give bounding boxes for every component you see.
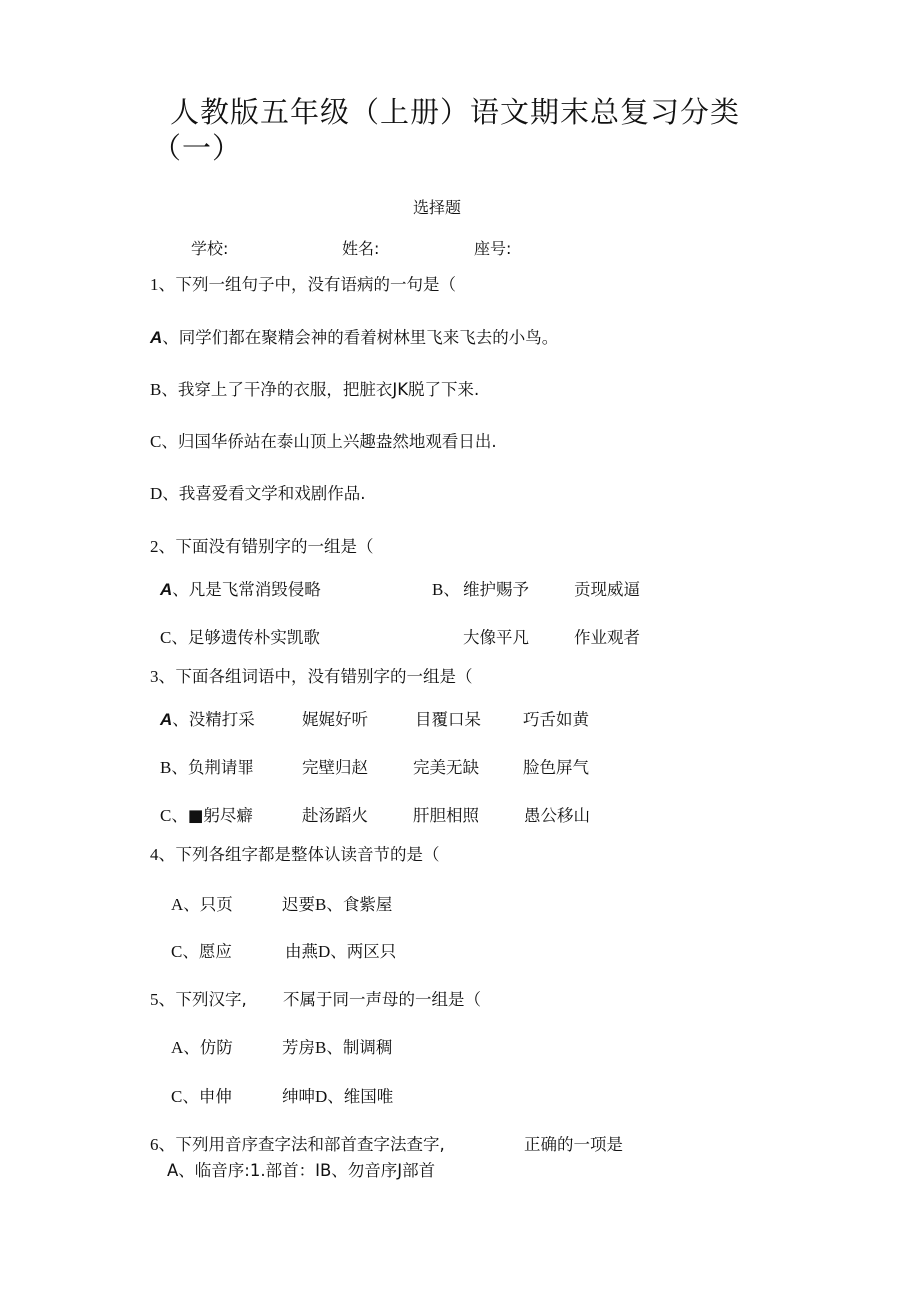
question-4-option-c bbox=[171, 941, 232, 963]
question-4-option-b bbox=[282, 894, 392, 916]
question-text: 下列汉字, bbox=[175, 990, 247, 1009]
question-3-option-c-word-2: 赴汤蹈火 bbox=[302, 806, 368, 825]
option-sep: 、 bbox=[162, 328, 179, 347]
option-sep: 、 bbox=[183, 1038, 200, 1057]
option-letter: A bbox=[171, 1038, 184, 1057]
question-1-option-b bbox=[150, 379, 479, 401]
question-4-stem bbox=[150, 844, 440, 866]
question-2-option-c bbox=[160, 627, 320, 649]
option-text: 迟要 bbox=[282, 895, 315, 914]
option-letter: B bbox=[432, 580, 444, 599]
option-word: 负荆请罪 bbox=[187, 758, 254, 777]
question-3-option-b-word-4: 脸色屏气 bbox=[523, 758, 589, 777]
option-letter: A bbox=[160, 580, 173, 599]
option-text: 芳房 bbox=[282, 1038, 315, 1057]
option-sep: 、 bbox=[330, 942, 347, 961]
option-letter: B bbox=[315, 895, 327, 914]
question-2-option-d-word-1: 大像平凡 bbox=[463, 628, 529, 647]
option-text: 维国唯 bbox=[343, 1087, 394, 1106]
question-number: 3、 bbox=[150, 667, 176, 686]
question-2-option-b bbox=[432, 579, 460, 601]
option-sep: 、 bbox=[171, 758, 188, 777]
question-3-option-a-word-4: 巧舌如黄 bbox=[523, 710, 589, 729]
option-letter: C bbox=[171, 1087, 183, 1106]
question-5-option-b bbox=[282, 1037, 392, 1059]
question-1-option-c bbox=[150, 431, 497, 453]
question-6-stem-continued: 正确的一项是 bbox=[524, 1135, 623, 1154]
option-letter: B bbox=[150, 380, 162, 399]
question-2-option-b-word-2: 贡现威逼 bbox=[574, 580, 640, 599]
question-3-option-c bbox=[160, 805, 253, 827]
question-text: 下列用音序查字法和部首查字法查字, bbox=[175, 1135, 445, 1154]
question-2-stem bbox=[150, 536, 374, 558]
question-text: 下面各组词语中，没有错别字的一组是（ bbox=[175, 667, 473, 686]
question-3-option-a-word-2: 娓娓好听 bbox=[302, 710, 368, 729]
option-sep: 、 bbox=[172, 580, 189, 599]
seat-label: 座号: bbox=[474, 239, 512, 258]
option-sep: 、 bbox=[171, 806, 188, 825]
option-text: 愿应 bbox=[198, 942, 232, 961]
question-number: 2、 bbox=[150, 537, 176, 556]
question-3-option-b-word-2: 完壁归赵 bbox=[302, 758, 368, 777]
option-text: 制调稠 bbox=[342, 1038, 393, 1057]
school-label: 学校: bbox=[191, 239, 229, 258]
question-1-option-d bbox=[150, 483, 366, 505]
option-sep: 、 bbox=[327, 1087, 344, 1106]
question-1-option-a bbox=[150, 327, 558, 349]
option-letter: C bbox=[171, 942, 183, 961]
question-text: 下列各组字都是整体认读音节的是（ bbox=[175, 845, 440, 864]
option-sep: 、 bbox=[182, 942, 199, 961]
option-letter: D bbox=[315, 1087, 328, 1106]
document-title-continued: （一） bbox=[152, 131, 243, 165]
question-3-option-c-word-3: 肝胆相照 bbox=[413, 806, 479, 825]
question-3-option-b bbox=[160, 757, 254, 779]
question-2-option-a bbox=[160, 579, 321, 601]
option-text: 由燕 bbox=[285, 942, 318, 961]
question-number: 1、 bbox=[150, 275, 176, 294]
option-letter: D bbox=[318, 942, 331, 961]
document-title: 人教版五年级（上册）语文期末总复习分类 bbox=[170, 95, 741, 129]
option-sep: 、 bbox=[161, 380, 178, 399]
option-text: 同学们都在聚精会神的看着树林里飞来飞去的小鸟。 bbox=[178, 328, 559, 347]
question-4-option-a bbox=[171, 894, 233, 916]
section-heading: 选择题 bbox=[413, 198, 462, 217]
question-5-option-c bbox=[171, 1086, 232, 1108]
option-text: 只页 bbox=[199, 895, 233, 914]
question-3-option-c-word-4: 愚公移山 bbox=[524, 806, 590, 825]
question-5-option-d bbox=[282, 1086, 393, 1108]
question-6-option-a: A、临音序:1.部首：IB、勿音序J部首 bbox=[167, 1161, 436, 1180]
option-sep: 、 bbox=[183, 895, 200, 914]
question-2-option-d-word-2: 作业观者 bbox=[574, 628, 640, 647]
question-3-option-a bbox=[160, 709, 255, 731]
question-5-stem bbox=[150, 989, 247, 1011]
question-2-option-b-word-1: 维护赐予 bbox=[463, 580, 529, 599]
question-text: 下列一组句子中，没有语病的一句是（ bbox=[175, 275, 456, 294]
option-sep: 、 bbox=[443, 580, 460, 599]
question-number: 6、 bbox=[150, 1135, 176, 1154]
option-sep: 、 bbox=[172, 710, 189, 729]
question-3-stem bbox=[150, 666, 473, 688]
option-text: 我穿上了干净的衣服，把脏衣JK脱了下来. bbox=[177, 380, 480, 399]
question-5-stem-continued: 不属于同一声母的一组是（ bbox=[283, 990, 481, 1009]
option-letter: B bbox=[160, 758, 172, 777]
option-sep: 、 bbox=[162, 484, 179, 503]
question-3-option-a-word-3: 目覆口呆 bbox=[415, 710, 481, 729]
option-text: 足够遗传朴实凯歌 bbox=[187, 628, 320, 647]
option-sep: 、 bbox=[171, 628, 188, 647]
option-sep: 、 bbox=[326, 895, 343, 914]
question-6-stem bbox=[150, 1134, 445, 1156]
question-text: 下面没有错别字的一组是（ bbox=[175, 537, 374, 556]
option-text: 两区只 bbox=[346, 942, 397, 961]
question-4-option-d bbox=[285, 941, 396, 963]
option-letter: C bbox=[160, 628, 172, 647]
option-text: 归国华侨站在泰山顶上兴趣盎然地观看日出. bbox=[177, 432, 497, 451]
option-sep: 、 bbox=[326, 1038, 343, 1057]
option-letter: B bbox=[315, 1038, 327, 1057]
question-1-stem bbox=[150, 274, 456, 296]
option-text: 绅呻 bbox=[282, 1087, 315, 1106]
option-sep: 、 bbox=[182, 1087, 199, 1106]
option-text: 我喜爱看文学和戏剧作品. bbox=[178, 484, 366, 503]
option-letter: D bbox=[150, 484, 163, 503]
option-letter: C bbox=[160, 806, 172, 825]
option-text: 申伸 bbox=[198, 1087, 232, 1106]
option-word: ■躬尽癖 bbox=[187, 806, 253, 825]
option-letter: A bbox=[150, 328, 163, 347]
name-label: 姓名: bbox=[342, 239, 380, 258]
option-letter: A bbox=[160, 710, 173, 729]
question-5-option-a bbox=[171, 1037, 233, 1059]
question-number: 5、 bbox=[150, 990, 176, 1009]
option-word: 没精打采 bbox=[188, 710, 255, 729]
option-text: 凡是飞常消毁侵略 bbox=[188, 580, 321, 599]
question-number: 4、 bbox=[150, 845, 176, 864]
option-text: 食紫屋 bbox=[342, 895, 393, 914]
question-3-option-b-word-3: 完美无缺 bbox=[413, 758, 479, 777]
option-sep: 、 bbox=[161, 432, 178, 451]
option-letter: C bbox=[150, 432, 162, 451]
option-text: 仿防 bbox=[199, 1038, 233, 1057]
option-letter: A bbox=[171, 895, 184, 914]
